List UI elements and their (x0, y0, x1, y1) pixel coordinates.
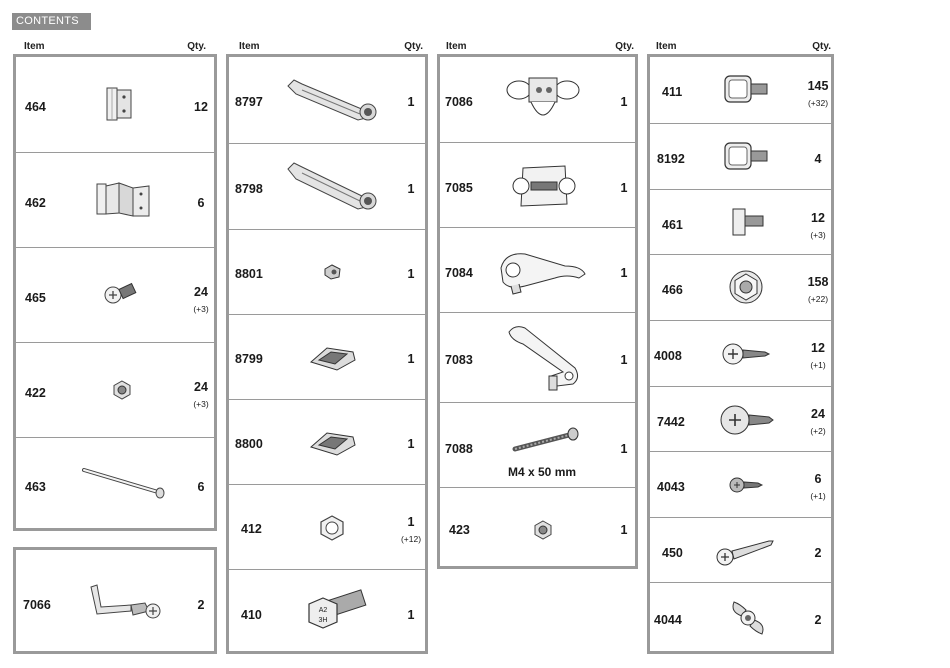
item-qty: 24 (+3) (193, 285, 209, 314)
item-qty: 1 (407, 95, 415, 109)
hex-bolt-icon (305, 588, 371, 636)
bolt-head-marking: A2 (318, 607, 328, 614)
part-row (229, 57, 425, 143)
part-row (650, 517, 831, 582)
item-qty: 1 (407, 608, 415, 622)
item-header: Item (656, 41, 677, 52)
item-number: 8797 (235, 95, 263, 109)
part-row (16, 342, 214, 437)
item-qty: 145 (+32) (807, 79, 829, 108)
page-title: CONTENTS (12, 13, 91, 30)
item-qty: 1 (407, 182, 415, 196)
qty-header: Qty. (187, 41, 206, 52)
item-qty: 1 (620, 181, 628, 195)
threaded-screw-icon (508, 423, 584, 459)
slide-block-icon (301, 339, 365, 377)
long-screw-icon (714, 532, 778, 570)
item-number: 8798 (235, 182, 263, 196)
self-tapping-screw-icon (718, 337, 774, 371)
part-row (440, 312, 635, 402)
item-number: 464 (25, 100, 46, 114)
lock-nut-icon (106, 375, 138, 405)
column-4-header (656, 41, 831, 53)
part-row (229, 399, 425, 484)
item-number: 412 (241, 522, 262, 536)
curved-arm-icon (498, 319, 588, 395)
item-number: 461 (662, 218, 683, 232)
bracket-plate-icon (86, 175, 161, 225)
item-number: 8801 (235, 267, 263, 281)
item-number: 422 (25, 386, 46, 400)
part-row (650, 582, 831, 651)
slide-block-icon (301, 424, 365, 462)
item-number: 8192 (657, 152, 685, 166)
column-1-header (24, 41, 206, 53)
item-qty: 2 (814, 546, 822, 560)
part-row (16, 57, 214, 152)
item-header: Item (24, 41, 45, 52)
part-row (650, 320, 831, 386)
item-header: Item (239, 41, 260, 52)
item-number: 7086 (445, 95, 473, 109)
item-qty: 24 (+3) (193, 380, 209, 409)
square-head-bolt-icon (718, 69, 774, 109)
item-number: 7066 (23, 598, 51, 612)
item-qty: 1 (620, 442, 628, 456)
item-number: 7088 (445, 442, 473, 456)
part-row (229, 484, 425, 569)
item-qty: 6 (+1) (810, 472, 826, 501)
item-number: 423 (449, 523, 470, 537)
clamp-bracket-icon (504, 157, 584, 215)
curved-arm-icon (492, 242, 592, 300)
part-row (440, 227, 635, 312)
item-number: 4044 (654, 613, 682, 627)
hex-nut-icon (315, 511, 349, 545)
column-2-header (239, 41, 423, 53)
wafer-head-screw-icon (718, 399, 776, 441)
part-row (650, 386, 831, 451)
clamp-bracket-icon (498, 67, 588, 133)
item-qty: 2 (814, 613, 822, 627)
column-3-header (446, 41, 634, 53)
qty-header: Qty. (812, 41, 831, 52)
lever-arm-icon (279, 71, 389, 127)
item-qty: 1 (620, 266, 628, 280)
qty-header: Qty. (615, 41, 634, 52)
part-row (650, 57, 831, 123)
item-number: 7084 (445, 266, 473, 280)
parts-box-column-4 (647, 54, 834, 654)
part-row (440, 402, 635, 487)
part-row (650, 123, 831, 189)
lock-nut-icon (528, 516, 558, 544)
item-qty: 12 (+1) (810, 341, 826, 370)
parts-box-extra (13, 547, 217, 654)
lever-arm-icon (279, 156, 389, 216)
item-qty: 158 (+22) (807, 275, 829, 304)
hinge-plate-icon (91, 79, 151, 129)
part-row (440, 487, 635, 566)
item-number: 466 (662, 283, 683, 297)
part-row (229, 314, 425, 399)
part-row (440, 57, 635, 142)
item-qty: 12 (194, 100, 208, 114)
item-qty: 6 (197, 196, 205, 210)
item-number: 8799 (235, 352, 263, 366)
t-bolt-icon (724, 204, 770, 240)
item-qty: 1 (620, 95, 628, 109)
part-row (650, 189, 831, 254)
item-qty: 1 (407, 352, 415, 366)
item-number: 7085 (445, 181, 473, 195)
pan-head-screw-icon (101, 278, 141, 312)
parts-box-column-1 (13, 54, 217, 531)
item-qty: 1 (407, 437, 415, 451)
part-row (16, 437, 214, 528)
short-screw-icon (726, 470, 766, 500)
qty-header: Qty. (404, 41, 423, 52)
square-head-bolt-icon (718, 136, 774, 176)
item-number: 8800 (235, 437, 263, 451)
part-row (16, 247, 214, 342)
part-row (650, 451, 831, 517)
item-number: 411 (662, 85, 683, 99)
long-rod-icon (76, 460, 171, 504)
item-qty: 12 (+3) (810, 211, 826, 240)
item-qty: 1 (620, 353, 628, 367)
item-number: 7083 (445, 353, 473, 367)
item-number: 463 (25, 480, 46, 494)
item-number: 462 (25, 196, 46, 210)
bolt-head-marking: 3H (318, 617, 328, 624)
item-number: 465 (25, 291, 46, 305)
item-qty: 2 (197, 598, 205, 612)
part-row (229, 569, 425, 651)
item-qty: 1 (+12) (400, 515, 422, 544)
part-row (650, 254, 831, 320)
item-number: 7442 (657, 415, 685, 429)
angle-bracket-icon (78, 578, 168, 628)
item-qty: 24 (+2) (810, 407, 826, 436)
item-number: 4043 (657, 480, 685, 494)
part-row (16, 152, 214, 247)
parts-box-column-3 (437, 54, 638, 569)
item-qty: 1 (620, 523, 628, 537)
part-row (229, 143, 425, 229)
item-header: Item (446, 41, 467, 52)
dimension-label: M4 x 50 mm (508, 465, 577, 479)
parts-box-column-2 (226, 54, 428, 654)
part-row (229, 229, 425, 314)
item-number: 450 (662, 546, 683, 560)
small-clip-icon (313, 258, 353, 286)
item-qty: 1 (407, 267, 415, 281)
part-row (440, 142, 635, 227)
item-qty: 6 (197, 480, 205, 494)
flange-nut-icon (726, 267, 766, 307)
item-number: 4008 (654, 349, 682, 363)
item-number: 410 (241, 608, 262, 622)
item-qty: 4 (814, 152, 822, 166)
wing-nut-icon (724, 593, 772, 643)
